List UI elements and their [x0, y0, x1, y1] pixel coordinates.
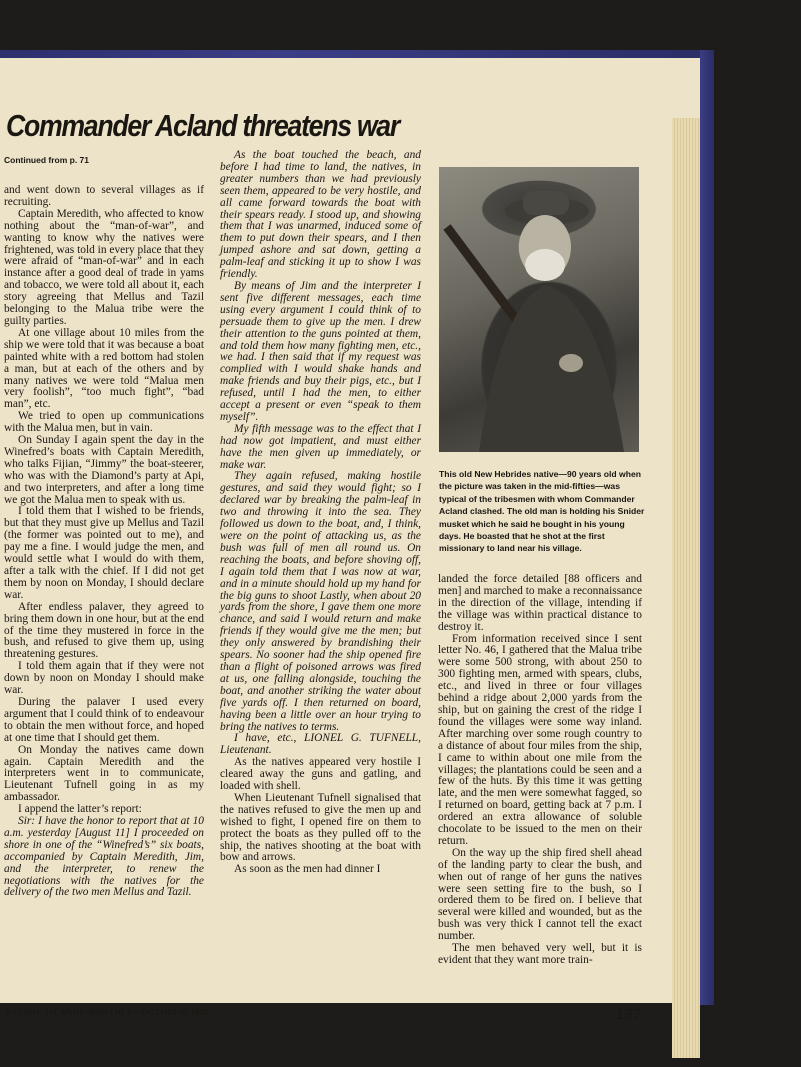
paragraph: The men behaved very well, but it is evident that they want more train-	[438, 942, 642, 966]
paragraph: On Sunday I again spent the day in the Winefred’s boats with Captain Meredith, who talks Fijian, “Jimmy” the boat-steerer, who was with the Diamond’s party at Api, and two interpreters, and after a long time we got the Malua men to speak with us.	[4, 434, 204, 506]
paragraph: On Monday the natives came down again. Captain Meredith and the interpreters went in to communicate, Lieutenant Tufnell going in as my ambassador.	[4, 743, 204, 804]
paragraph: When Lieutenant Tufnell signalised that the natives refused to give the men up and wished to fight, I opened fire on them to protect the boats as they pulled off to the ship, the natives shooting at the boat with bow and arrows.	[220, 791, 421, 864]
paragraph: I have, etc., LIONEL G. TUFNELL, Lieutenant.	[220, 732, 421, 757]
paragraph: I told them that I wished to be friends, but that they must give up Mellus and Tazil (the former was pointed out to me), and pay me a fine. I would judge the men, and would settle what I would do with them, after a talk with the chief. If I did not get them by noon on Monday, I should declare war.	[4, 505, 204, 601]
text-column-3	[438, 574, 642, 967]
paragraph: From information received since I sent letter No. 46, I gathered that the Malua tribe were some 500 strong, with about 250 to 300 fighting men, armed with spears, clubs, etc., and lived in three or four villages behind a ridge about 2,000 yards from the ship, but on gaining the crest of the ridge I found the villages were some way inland. After marching over some rough country to a distance of about four miles from the ship, I came to within about one mile from the villages; the plantations could be seen and a few of the huts. By this time it was getting late, and the men were somewhat fagged, so I returned on board, getting back at 7 p.m. I ordered an extra allowance of soluble chocolate to be issued to the men on their return.	[438, 632, 642, 847]
paragraph: I append the latter’s report:	[18, 803, 142, 816]
magazine-footer: PACIFIC ISLANDS MONTHLY—OCTOBER, 1971	[6, 1007, 210, 1017]
paragraph: During the palaver I used every argument that I could think of to endeavour to obtain the men without force, and hoped at one time that I should get them.	[4, 695, 204, 744]
paragraph: After endless palaver, they agreed to bring them down in one hour, but at the end of the time they mustered in force in the bush, and refused to give them up, using threatening gestures.	[4, 600, 204, 661]
paragraph: As soon as the men had dinner I	[234, 863, 381, 876]
page-number: 137	[616, 1006, 642, 1023]
paragraph: We tried to open up communications with the Malua men, but in vain.	[4, 410, 204, 435]
paragraph: and went down to several villages as if recruiting.	[4, 184, 204, 208]
native-figure-illustration	[439, 167, 639, 452]
paragraph: On the way up the ship fired shell ahead of the landing party to clear the bush, and when out of range of her guns the natives were seen setting fire to the bush, so I ordered them to be fired on. I believe that several were killed and wounded, but as the bush was very thick I cannot tell the exact number.	[438, 846, 642, 943]
paragraph: Captain Meredith, who affected to know nothing about the “man-of-war”, and wanting to know why the natives were frightened, was told in every place that they were afraid of “man-of-war” and in each instance after a good deal of trade in yams and tobacco, we were told all about it, each story agreeing that Mellus and Tazil belonging to the Malua tribe were the guilty parties.	[4, 207, 204, 327]
magazine-page	[0, 58, 700, 1023]
binding-right-edge	[700, 50, 714, 1005]
paragraph: As the natives appeared very hostile I cleared away the guns and gatling, and loaded with shell.	[220, 756, 421, 793]
page-stack-edge	[672, 118, 700, 1058]
paragraph: They again refused, making hostile gestures, and said they would fight; so I declared war by breaking the palm-leaf in two and throwing it into the sea. They followed us down to the boat, and, I think, were on the point of attacking us, as the bush was full of men all round us. On reaching the boats, and before shoving off, I again told them that I was now at war, and in a minute should hold up my hand for the big guns to shoot Lastly, when about 20 yards from the shore, I gave them one more chance, and said I would return and make friends if they would give me the men; but they only answered by brandishing their spears. No sooner had the ship opened fire than a flight of poisoned arrows was fired at us, one falling alongside, touching the boat, and another striking the water about five yards off. I then returned on board, having been a little over an hour trying to bring the natives to terms.	[220, 470, 421, 733]
photo-caption: This old New Hebrides native—90 years old when the picture was taken in the mid-fifties—was typical of the tribesmen with whom Commander Acland clashed. The old man is holding his Snider musket which he said he bought in his young days. He boasted that he shot at the first missionary to land near his village.	[439, 469, 645, 554]
paragraph: At one village about 10 miles from the ship we were told that it was because a boat painted white with a red bottom had stolen a man, but at each of the others and by many natives we were told “Malua men very foolish”, “too much fight”, “bad man”, etc.	[4, 326, 204, 411]
paragraph: As the boat touched the beach, and before I had time to land, the natives, in greater numbers than we had previously seen them, appeared to be very hostile, and all came forward towards the boat with their spears ready. I stood up, and showing them that I was unarmed, induced some of them to put down their spears, and I then jumped ashore and sat down, getting a palm-leaf and sticking it up to show I was friendly.	[220, 149, 421, 281]
paragraph: I told them again that if they were not down by noon on Monday I should make war.	[4, 660, 204, 697]
article-headline: Commander Acland threatens war	[6, 108, 399, 143]
paragraph: landed the force detailed [88 officers and men] and marched to make a reconnaissance in the direction of the village, intending if the village was within practical distance to destroy it.	[438, 573, 642, 633]
paragraph: By means of Jim and the interpreter I sent five different messages, each time using every argument I could think of to persuade them to give up the men. I drew their attention to the guns pointed at them, and told them how many fighting men, etc., we had. I then said that if my request was complied with I would shake hands and make friends and buy their pigs, etc., but I refused, until I had the men, to either accept a present or even “speak to them myself”.	[220, 279, 421, 423]
paragraph: My fifth message was to the effect that I had now got impatient, and must either have the men given up immediately, or make war.	[220, 422, 421, 471]
native-photo	[439, 167, 639, 452]
text-column-1	[4, 185, 204, 899]
text-column-2	[220, 150, 421, 876]
paragraph: Sir: I have the honor to report that at 10 a.m. yesterday [August 11] I proceeded on shore in one of the “Winefred’s” six boats, accompanied by Captain Meredith, Jim, and the interpreter, to renew the negotiations with the natives for the delivery of the two men Mellus and Tazil.	[4, 815, 204, 899]
continued-note: Continued from p. 71	[4, 155, 89, 165]
